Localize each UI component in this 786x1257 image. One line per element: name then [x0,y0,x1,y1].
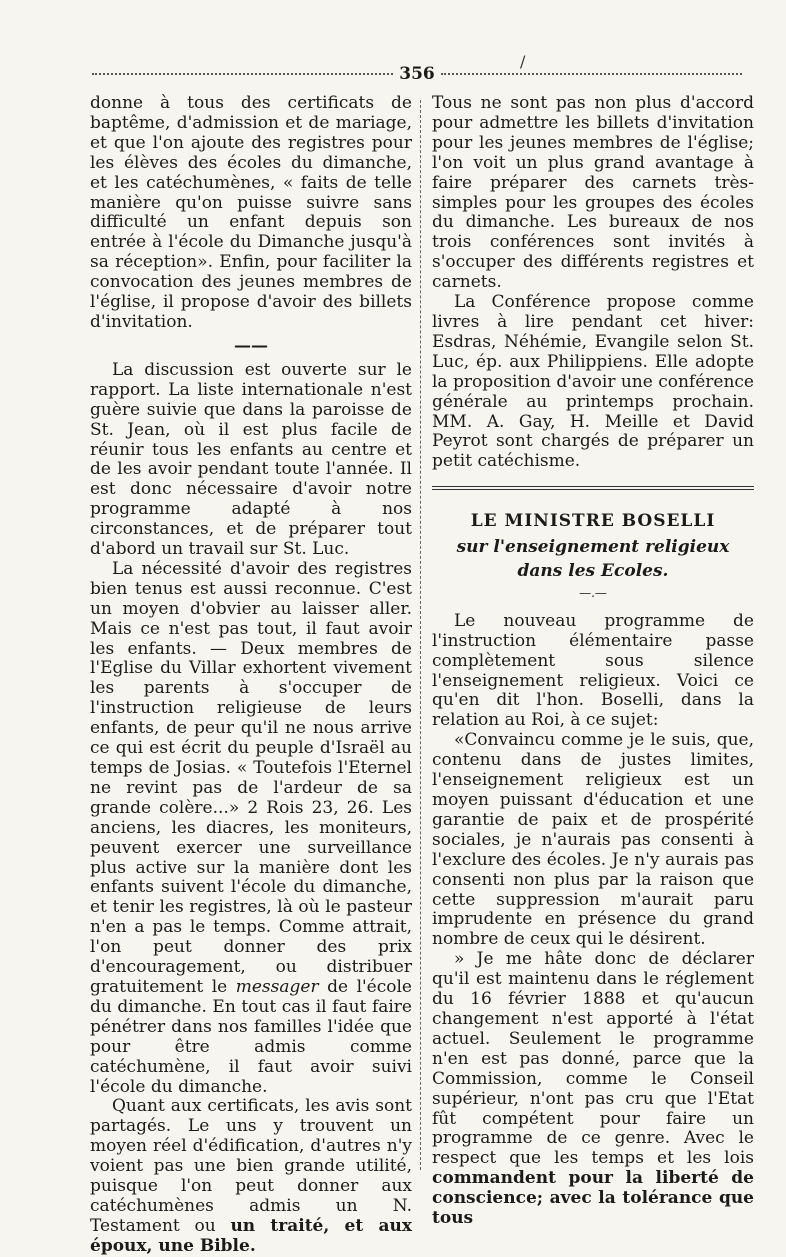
right-paragraph-5 [432,950,754,1229]
right-paragraph-4: «Convaincu comme je le suis, que, contenu dans de justes limites, l'enseignement religieux est un moyen puissant d'éducation et une garantie de paix et de prospérité sociales, je n'aurais pas consenti à l'exclure des écoles. Je n'y aurais pas consenti non plus par la raison que cette suppression m'aurait paru imprudente en présence du grand nombre de ceux qui le désirent. [432,730,754,950]
left-paragraph-3-end: de l'école du dimanche. En tout cas il faut faire pénétrer dans nos familles l'idée que pour être admis comme catéchumène, il faut avoir suivi l'école du dimanche. [90,976,412,1097]
left-paragraph-3 [90,560,412,1097]
left-paragraph-4-bold: un traité, et aux époux, une Bible. [90,1215,413,1256]
article-title: LE MINISTRE BOSELLI [470,511,716,532]
left-paragraph-3-text: La nécessité d'avoir des registres bien tenus est aussi reconnue. C'est un moyen d'obvier au laisser aller. Mais ce n'est pas tout, il faut avoir les enfants. — Deux membres de l'Eglise du Villar exhortent vivement les parents à s'occuper de l'instruction religieuse de leurs enfants, de peur qu'il ne nous arrive ce qui est écrit du peuple d'Israël au temps de Josias. « Toutefois l'Eternel ne revint pas de l'ardeur de sa grande colère...» 2 Rois 23, 26. Les anciens, les diacres, les moniteurs, peuvent exercer une surveillance plus active sur la manière dont les enfants suivent l'école du dimanche, et tenir les registres, là où le pasteur n'en a pas le temps. Comme attrait, l'on peut donner des prix d'encouragement, ou distribuer gratuitement le [90,558,412,997]
left-column [90,94,412,1257]
article-subtitle-2: dans les Ecoles. [517,561,669,582]
page-number: 356 [399,64,435,84]
article-subtitle: sur l'enseignement religieux [456,537,730,558]
page-header [92,62,742,86]
right-paragraph-5-text: » Je me hâte donc de déclarer qu'il est maintenu dans le réglement du 16 février 1888 et qu'aucun changement n'est apporté à l'état actuel. Seulement le programme n'en est pas donné, parce que la Commission, comme le Conseil supérieur, n'ont pas cru que l'Etat fût compétent pour faire un programme de ce genre. Avec le respect que les temps et les lois [432,949,754,1169]
title-separator: —.— [579,585,607,600]
left-paragraph-2: La discussion est ouverte sur le rapport. La liste internationale n'est guère suivie que dans la paroisse de St. Jean, où il est plus facile de réunir tous les enfants au centre et de les avoir pendant toute l'année. Il est donc nécessaire d'avoir notre programme adapté à nos circonstances, et de préparer tout d'abord un travail sur St. Luc. [90,359,412,560]
right-paragraph-3: Le nouveau programme de l'instruction élémentaire passe complètement sous silence l'enseignement religieux. Voici ce qu'en dit l'hon. Boselli, dans la relation au Roi, à ce sujet: [432,610,754,731]
header-rule-right [441,73,742,75]
right-paragraph-5-bold: commandent pour la liberté de conscience; avec la tolérance que tous [432,1168,754,1229]
double-rule [432,486,754,490]
messager-italic: messager [235,976,319,997]
column-divider [420,100,421,1170]
left-paragraph-4-text: Quant aux certificats, les avis sont partagés. Le uns y trouvent un moyen réel d'édification, d'autres n'y voient pas une bien grande utilité, puisque l'on peut donner aux catéchumènes admis un N. Testament ou [90,1096,412,1236]
left-paragraph-1: donne à tous des certificats de baptême, d'admission et de mariage, et que l'on ajoute des registres pour les élèves des écoles du dimanche, et les catéchumènes, « faits de telle manière qu'on puisse suivre sans difficulté un enfant depuis son entrée à l'école du Dimanche jusqu'à sa réception». Enfin, pour faciliter la convocation des jeunes membres de l'église, il propose d'avoir des billets d'invitation. [90,93,412,332]
right-paragraph-1: Tous ne sont pas non plus d'accord pour admettre les billets d'invitation pour les jeunes membres de l'église; l'on voit un plus grand avantage à faire préparer des carnets très-simples pour les groupes des écoles du dimanche. Les bureaux de nos trois conférences sont invités à s'occuper des différents registres et carnets. [432,93,754,293]
right-column [432,94,754,1229]
left-paragraph-4 [90,1097,412,1256]
header-rule-left [92,73,393,75]
right-paragraph-2: La Conférence propose comme livres à lire pendant cet hiver: Esdras, Néhémie, Evangile selon St. Luc, ép. aux Philippiens. Elle adopte la proposition d'avoir une conférence générale au printemps prochain. MM. A. Gay, H. Meille et David Peyrot sont chargés de préparer un petit catéchisme. [432,292,754,472]
section-separator: —— [234,335,268,356]
pencil-mark: / [520,52,526,71]
